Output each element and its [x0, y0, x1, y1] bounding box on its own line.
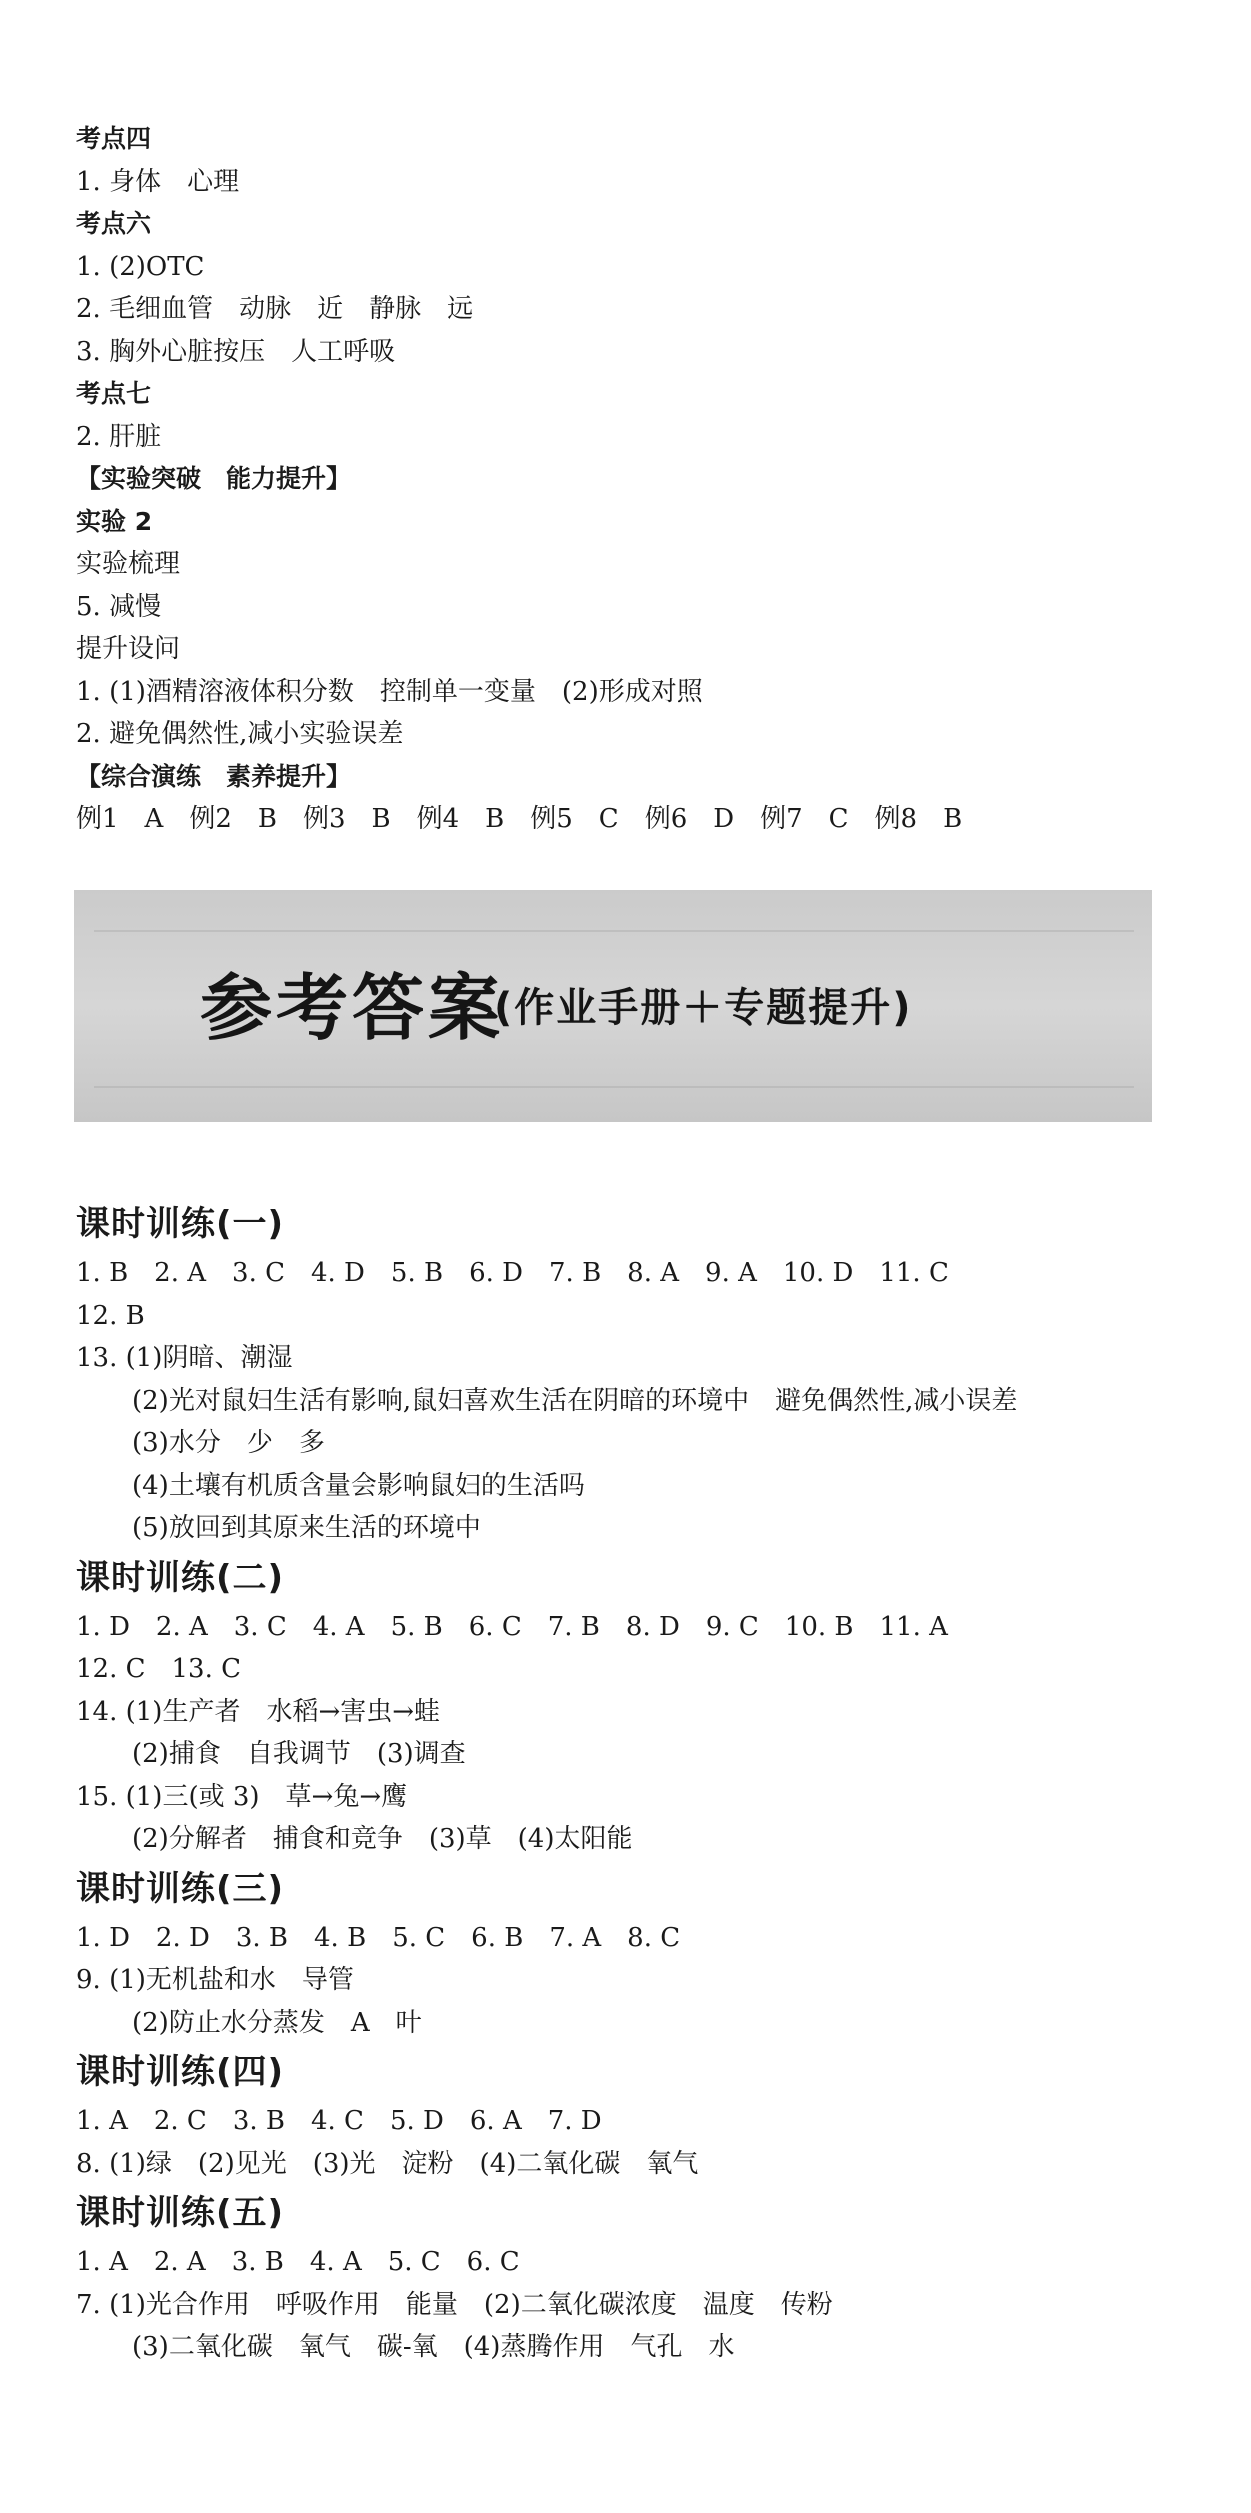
answer-line: 15. (1)三(或 3) 草→兔→鹰 [76, 1781, 408, 1812]
banner-texture [94, 1086, 1134, 1088]
answer-line: 12. B [76, 1300, 145, 1331]
lesson-title: 课时训练(一) [76, 1204, 285, 1244]
answer-line: 3. 胸外心脏按压 人工呼吸 [76, 336, 396, 367]
answer-line: (5)放回到其原来生活的环境中 [132, 1513, 481, 1543]
section-heading: 考点七 [76, 379, 152, 408]
answer-line: 5. 减慢 [76, 591, 162, 622]
section-heading: 考点四 [76, 124, 152, 153]
lesson-sections [76, 1196, 1191, 2369]
lesson-title: 课时训练(二) [76, 1557, 285, 1598]
answer-line: 2. 肝脏 [76, 421, 162, 452]
answer-line: (3)二氧化碳 氧气 碳-氧 (4)蒸腾作用 气孔 水 [132, 2332, 735, 2362]
banner-subtitle: (作业手册＋专题提升) [494, 985, 913, 1031]
lesson-title: 课时训练(五) [76, 2193, 285, 2233]
answer-line: (2)捕食 自我调节 (3)调查 [132, 1739, 466, 1769]
section-heading: 【综合演练 素养提升】 [76, 761, 352, 791]
lesson-section [76, 1861, 1191, 2045]
answer-line: (4)土壤有机质含量会影响鼠妇的生活吗 [132, 1470, 585, 1501]
banner-title: 参考答案 [200, 966, 505, 1050]
answer-line: 8. (1)绿 (2)见光 (3)光 淀粉 (4)二氧化碳 氧气 [76, 2148, 699, 2179]
answer-line: 12. C 13. C [76, 1654, 242, 1684]
answer-line: 实验梳理 [76, 549, 181, 579]
section-heading: 实验 2 [76, 506, 153, 536]
answer-line: 1. D 2. A 3. C 4. A 5. B 6. C 7. B 8. D 9. C 10. B 11. A [76, 1611, 948, 1642]
lesson-title: 课时训练(三) [76, 1868, 285, 1909]
lesson-section [76, 2044, 1191, 2185]
answer-banner [74, 890, 1152, 1122]
answer-line: 1. B 2. A 3. C 4. D 5. B 6. D 7. B 8. A 9. A 10. D 11. C [76, 1258, 949, 1288]
banner-texture [94, 930, 1134, 932]
answer-line: 2. 避免偶然性,减小实验误差 [76, 719, 404, 749]
answer-line: 1. (2)OTC [76, 251, 205, 282]
answer-line: 提升设问 [76, 634, 181, 664]
answer-line: 2. 毛细血管 动脉 近 静脉 远 [76, 294, 474, 324]
answer-line: (3)水分 少 多 [132, 1428, 325, 1458]
answer-line: (2)分解者 捕食和竞争 (3)草 (4)太阳能 [132, 1824, 633, 1854]
answer-line: 7. (1)光合作用 呼吸作用 能量 (2)二氧化碳浓度 温度 传粉 [76, 2289, 833, 2320]
answer-line: 1. 身体 心理 [76, 166, 240, 197]
answer-line: (2)防止水分蒸发 A 叶 [132, 2007, 422, 2038]
answer-line: 14. (1)生产者 水稻→害虫→蛙 [76, 1696, 441, 1727]
top-answers [76, 118, 1191, 841]
section-heading: 【实验突破 能力提升】 [76, 464, 352, 493]
answer-line: (2)光对鼠妇生活有影响,鼠妇喜欢生活在阴暗的环境中 避免偶然性,减小误差 [132, 1385, 1018, 1416]
answer-line: 例1 A 例2 B 例3 B 例4 B 例5 C 例6 D 例7 C 例8 B [76, 804, 963, 834]
answer-line: 1. (1)酒精溶液体积分数 控制单一变量 (2)形成对照 [76, 676, 703, 707]
answer-line: 1. D 2. D 3. B 4. B 5. C 6. B 7. A 8. C [76, 1922, 681, 1953]
answer-line: 13. (1)阴暗、潮湿 [76, 1343, 293, 1373]
lesson-title: 课时训练(四) [76, 2052, 285, 2092]
lesson-section [76, 2185, 1191, 2369]
lesson-section [76, 1550, 1191, 1861]
section-heading: 考点六 [76, 209, 152, 238]
answer-line: 1. A 2. C 3. B 4. C 5. D 6. A 7. D [76, 2106, 602, 2136]
lesson-section [76, 1196, 1191, 1550]
answer-line: 9. (1)无机盐和水 导管 [76, 1965, 354, 1995]
answer-line: 1. A 2. A 3. B 4. A 5. C 6. C [76, 2247, 520, 2277]
